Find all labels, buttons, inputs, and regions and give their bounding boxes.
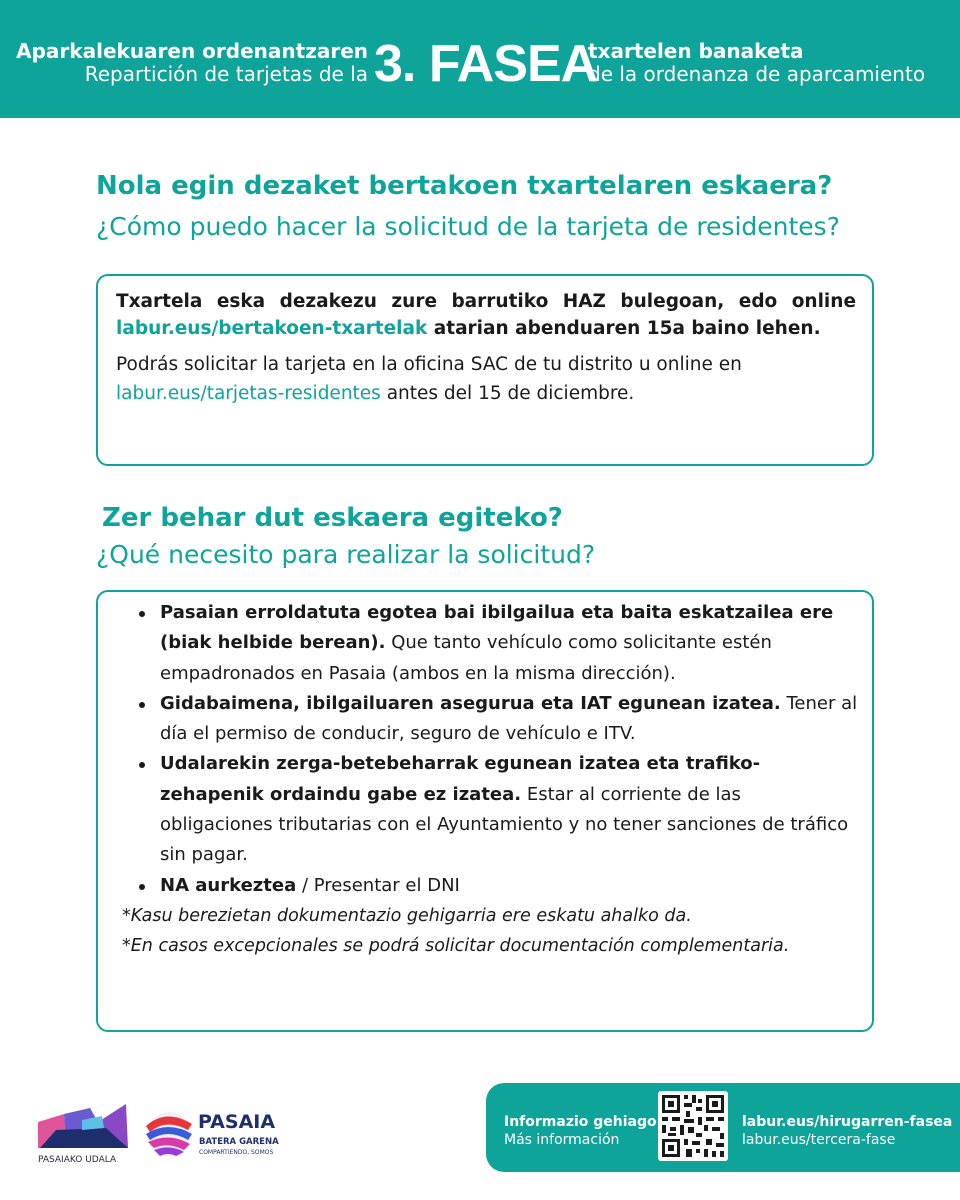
more-info-label: [504, 1113, 657, 1149]
more-info-eu: Informazio gehiago: [504, 1114, 657, 1130]
header-left-eu: Aparkalekuaren ordenantzaren: [16, 39, 368, 63]
item-es: Estar al corriente de las obligaciones tributarias con el Ayuntamiento y no tener sanciones de tráfico sin pagar.: [160, 783, 849, 866]
answer1-box: [96, 274, 874, 466]
bullet-icon: [139, 884, 145, 890]
note-eu: *Kasu berezietan dokumentazio gehigarria ere eskatu ahalko da.: [122, 905, 692, 926]
logo2-title: PASAIA: [198, 1111, 276, 1133]
header-right-eu: txartelen banaketa: [588, 39, 804, 63]
question1-eu: Nola egin dezaket bertakoen txartelaren eskaera?: [96, 171, 833, 201]
logo1-text: PASAIAKO UDALA: [38, 1155, 117, 1165]
requirements-box: [96, 590, 874, 1032]
item-es: / Presentar el DNI: [296, 874, 460, 896]
logo2-sub1: BATERA GARENA: [199, 1137, 279, 1147]
qr-code-icon[interactable]: [658, 1091, 728, 1161]
list-item: [122, 689, 858, 750]
link-tarjetas-residentes[interactable]: labur.eus/tarjetas-residentes: [116, 383, 381, 404]
more-info-panel: [486, 1083, 960, 1172]
list-item: [122, 598, 858, 689]
note-es: *En casos excepcionales se podrá solicitar documentación complementaria.: [122, 936, 790, 957]
qr-graphic: [658, 1091, 728, 1161]
item-es: Tener al día el permiso de conducir, seguro de vehículo e ITV.: [160, 692, 858, 745]
pasaiako-udala-logo: [38, 1104, 128, 1165]
item-es: Que tanto vehículo como solicitante estén empadronados en Pasaia (ambos en la misma dirección).: [160, 632, 772, 684]
link-bertakoen-txartelak[interactable]: labur.eus/bertakoen-txartelak: [116, 318, 428, 339]
bullet-icon: [139, 611, 145, 617]
answer1-eu-text1: Txartela eska dezakezu zure barrutiko HAZ bulegoan, edo online: [116, 291, 856, 312]
link-hirugarren-fasea[interactable]: labur.eus/hirugarren-fasea: [742, 1114, 953, 1130]
item-eu: NA aurkeztea: [160, 874, 297, 896]
footer-logos: [36, 1100, 286, 1170]
phase-title: 3. FASEA: [374, 35, 598, 93]
question2-eu: Zer behar dut eskaera egiteko?: [102, 503, 563, 533]
pasaia-logo: [146, 1111, 279, 1156]
item-eu: Gidabaimena, ibilgailuaren asegurua eta IAT egunean izatea.: [160, 692, 781, 714]
header-right: [588, 40, 948, 86]
question2-es: ¿Qué necesito para realizar la solicitud?: [96, 540, 596, 569]
item-eu: Udalarekin zerga-betebeharrak egunean izatea eta trafiko-zehapenik ordaindu gabe ez izatea.: [160, 753, 761, 805]
more-info-es: Más información: [504, 1132, 620, 1148]
bullet-icon: [139, 702, 145, 708]
list-item: [122, 749, 858, 870]
question1-es: ¿Cómo puedo hacer la solicitud de la tarjeta de residentes?: [96, 212, 840, 241]
answer1-es-text1: Podrás solicitar la tarjeta en la oficina SAC de tu distrito u online en: [116, 354, 742, 375]
link-tercera-fase[interactable]: labur.eus/tercera-fase: [742, 1132, 896, 1148]
header-right-es: de la ordenanza de aparcamiento: [588, 62, 926, 86]
logos-graphic: [36, 1100, 286, 1170]
header-left-es: Repartición de tarjetas de la: [84, 62, 368, 86]
answer1-eu: [116, 288, 856, 342]
answer1-eu-text2: atarian abenduaren 15a baino lehen.: [427, 318, 821, 339]
answer1-es: [116, 350, 856, 408]
header-banner: [0, 0, 960, 118]
list-item: [122, 871, 858, 901]
logo2-sub2: COMPARTIENDO, SOMOS: [199, 1149, 274, 1156]
bullet-icon: [139, 762, 145, 768]
answer1-es-text2: antes del 15 de diciembre.: [380, 383, 635, 404]
requirements-list: [122, 598, 858, 901]
item-eu: Pasaian erroldatuta egotea bai ibilgailua eta baita eskatzailea ere (biak helbide berean).: [160, 602, 834, 654]
more-info-links: [742, 1113, 952, 1149]
header-left: [0, 40, 368, 86]
